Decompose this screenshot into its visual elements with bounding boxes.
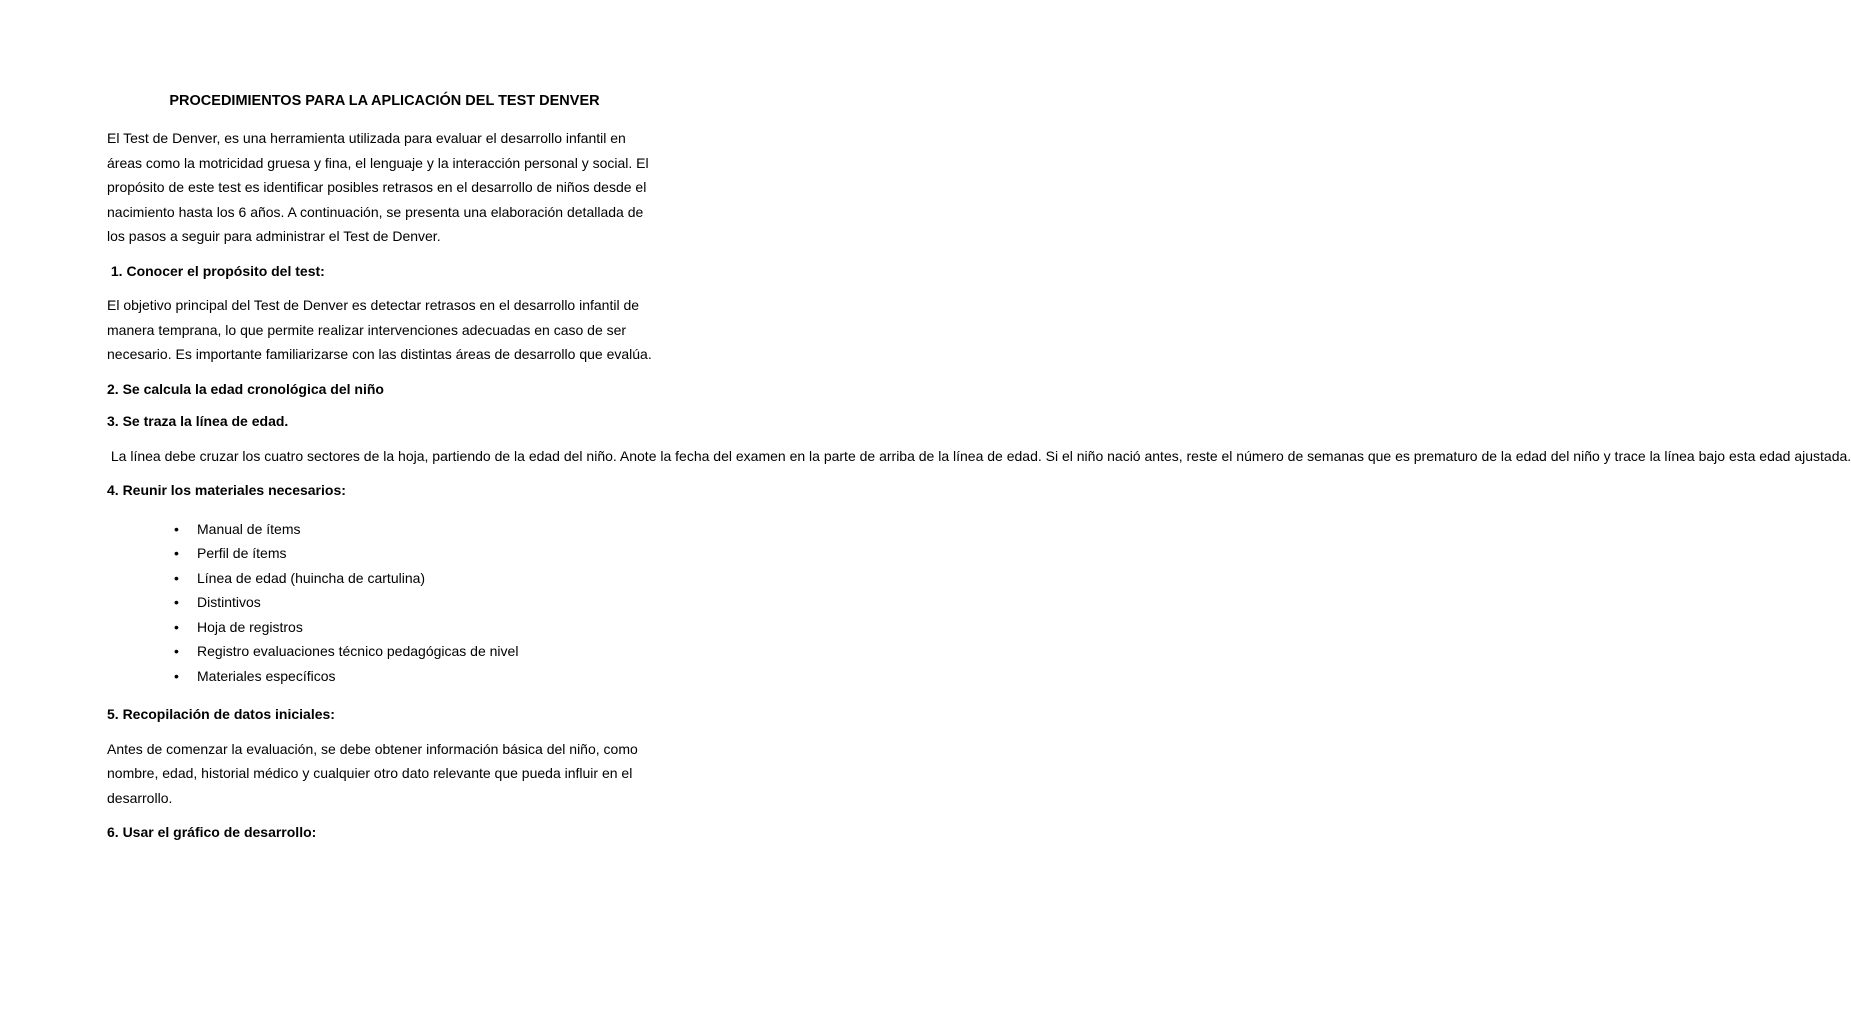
list-item bbox=[174, 566, 662, 591]
section-3-heading: 3. Se traza la línea de edad. bbox=[107, 413, 289, 429]
list-item bbox=[174, 639, 662, 664]
bullet-icon: • bbox=[174, 667, 179, 684]
section-3-body bbox=[107, 444, 1851, 469]
section-3-body-text: La línea debe cruzar los cuatro sectores de la hoja, partiendo de la edad del niño. Anote la fecha del examen en la parte de arriba de la línea de edad. Si el niño nació antes, reste el número de semanas que es prematuro de la edad del niño y trace la línea bajo esta edad ajustada. bbox=[107, 447, 1851, 464]
bullet-icon: • bbox=[174, 545, 179, 561]
section-5-heading: 5. Recopilación de datos iniciales: bbox=[107, 706, 335, 722]
section-2-heading: 2. Se calcula la edad cronológica del niño bbox=[107, 380, 384, 397]
materials-list bbox=[107, 517, 662, 689]
list-item-label: Manual de ítems bbox=[197, 520, 301, 537]
section-6-heading: 6. Usar el gráfico de desarrollo: bbox=[107, 824, 317, 840]
bullet-icon: • bbox=[174, 618, 179, 635]
bullet-icon: • bbox=[174, 594, 179, 610]
list-item-label: Perfil de ítems bbox=[197, 545, 287, 561]
section-1-body: El objetivo principal del Test de Denver es detectar retrasos en el desarrollo infantil de manera temprana, lo que permite realizar intervenciones adecuadas en caso de ser necesario. Es importante familiarizarse con las distintas áreas de desarrollo que evalúa. bbox=[107, 297, 652, 362]
bullet-icon: • bbox=[174, 643, 179, 659]
intro-paragraph: El Test de Denver, es una herramienta utilizada para evaluar el desarrollo infantil en áreas como la motricidad gruesa y fina, el lenguaje y la interacción personal y social. El propósito de este test es identificar posibles retrasos en el desarrollo de niños desde el nacimiento hasta los 6 años. A continuación, se presenta una elaboración detallada de los pasos a seguir para administrar el Test de Denver. bbox=[107, 130, 649, 244]
list-item bbox=[174, 664, 662, 689]
bullet-icon: • bbox=[174, 569, 179, 586]
bullet-icon: • bbox=[174, 520, 179, 537]
list-item-label: Línea de edad (huincha de cartulina) bbox=[197, 569, 426, 586]
list-item-label: Hoja de registros bbox=[197, 618, 303, 635]
section-1-heading-text: 1. Conocer el propósito del test: bbox=[107, 262, 325, 279]
list-item-label: Materiales específicos bbox=[197, 667, 336, 684]
list-item-label: Registro evaluaciones técnico pedagógicas de nivel bbox=[197, 643, 519, 659]
section-4-heading: 4. Reunir los materiales necesarios: bbox=[107, 482, 346, 498]
list-item-label: Distintivos bbox=[197, 594, 261, 610]
list-item bbox=[174, 590, 662, 615]
list-item bbox=[174, 517, 662, 542]
list-item bbox=[174, 541, 662, 566]
section-5-body: Antes de comenzar la evaluación, se debe obtener información básica del niño, como nombre, edad, historial médico y cualquier otro dato relevante que pueda influir en el desarrollo. bbox=[107, 740, 638, 806]
document-title: PROCEDIMIENTOS PARA LA APLICACIÓN DEL TEST DENVER bbox=[169, 93, 600, 109]
section-1-heading bbox=[107, 259, 662, 284]
list-item bbox=[174, 615, 662, 640]
